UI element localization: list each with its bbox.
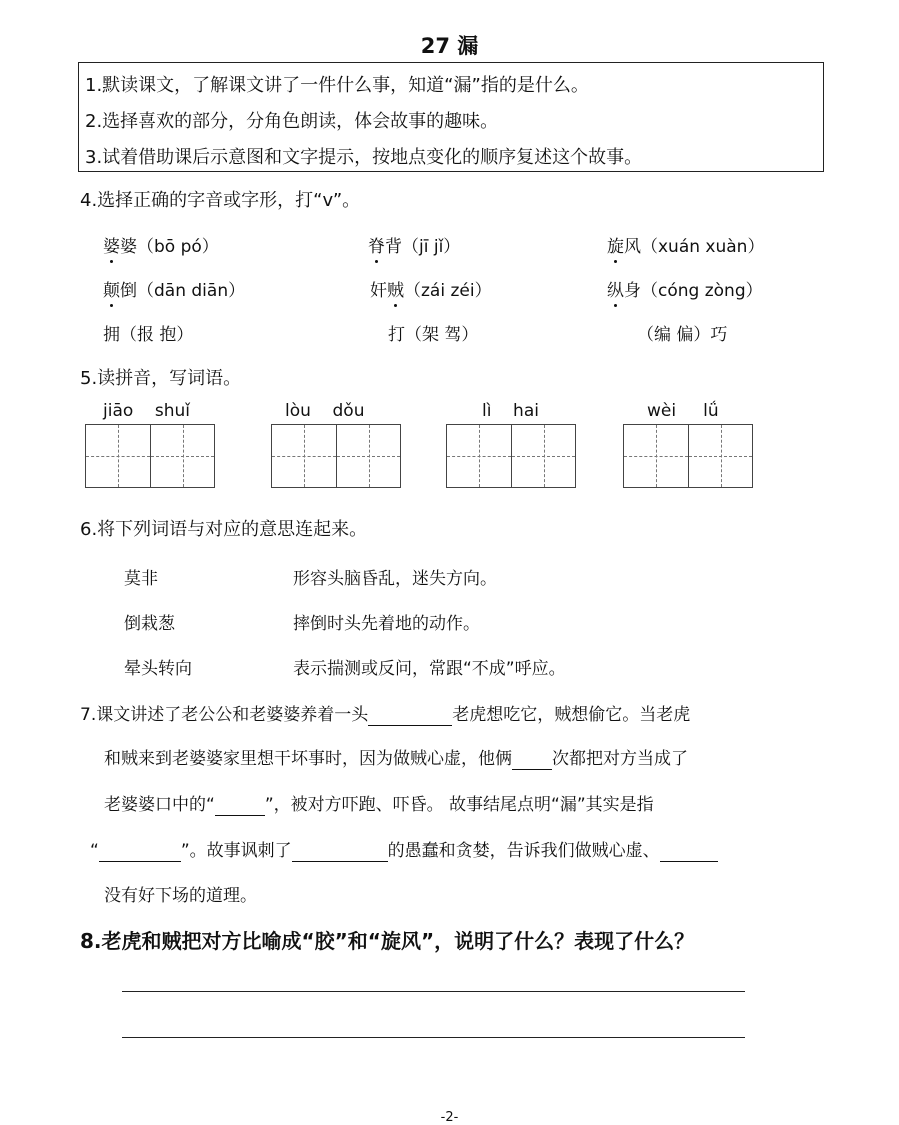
q6-word: 倒栽葱 — [124, 614, 175, 634]
page-number: -2- — [440, 1110, 459, 1125]
q4-item: 颠倒（dān diān） — [103, 281, 246, 301]
fill-blank[interactable] — [99, 841, 181, 862]
objective-2: 2.选择喜欢的部分，分角色朗读，体会故事的趣味。 — [85, 111, 499, 132]
q4-item: 婆婆（bō pó） — [103, 237, 219, 257]
pinyin-label: lòu dǒu — [285, 401, 365, 421]
fill-blank[interactable] — [292, 841, 388, 862]
q7-line: 没有好下场的道理。 — [104, 886, 257, 906]
q4-item: 脊背（jī jǐ） — [368, 237, 461, 257]
q7-line: 和贼来到老婆婆家里想干坏事时，因为做贼心虚，他俩 次都把对方当成了 — [104, 749, 688, 769]
writing-grid[interactable] — [623, 424, 753, 488]
pinyin-label: wèi lǘ — [647, 401, 719, 421]
q6-meaning: 表示揣测或反问，常跟“不成”呼应。 — [293, 659, 566, 679]
q6-word: 莫非 — [124, 569, 158, 589]
q4-item: 打（架 驾） — [388, 325, 479, 345]
objective-1: 1.默读课文，了解课文讲了一件什么事，知道“漏”指的是什么。 — [85, 75, 589, 96]
objective-3: 3.试着借助课后示意图和文字提示，按地点变化的顺序复述这个故事。 — [85, 147, 643, 168]
q5-prompt: 5.读拼音，写词语。 — [80, 368, 242, 389]
pinyin-label: jiāo shuǐ — [103, 401, 191, 421]
q6-word: 晕头转向 — [124, 659, 192, 679]
page-title: 27 漏 — [420, 34, 479, 58]
q4-item: 纵身（cóng zòng） — [607, 281, 763, 301]
q6-meaning: 摔倒时头先着地的动作。 — [293, 614, 480, 634]
q7-line: 老婆婆口中的“ ”，被对方吓跑、吓昏。 故事结尾点明“漏”其实是指 — [104, 795, 654, 815]
fill-blank[interactable] — [660, 841, 718, 862]
q6-prompt: 6.将下列词语与对应的意思连起来。 — [80, 519, 368, 540]
q4-prompt: 4.选择正确的字音或字形，打“v”。 — [80, 190, 361, 211]
q4-item: 奸贼（zái zéi） — [370, 281, 492, 301]
q7-line: “ ”。故事讽刺了 的愚蠢和贪婪，告诉我们做贼心虚、 — [90, 836, 718, 862]
answer-line[interactable] — [122, 991, 745, 992]
q4-item: 拥（报 抱） — [103, 325, 194, 345]
q6-meaning: 形容头脑昏乱，迷失方向。 — [293, 569, 497, 589]
writing-grid[interactable] — [446, 424, 576, 488]
writing-grid[interactable] — [271, 424, 401, 488]
q4-item: （编 偏）巧 — [637, 325, 728, 345]
q8-prompt: 8.老虎和贼把对方比喻成“胶”和“旋风”，说明了什么？表现了什么？ — [80, 929, 695, 953]
fill-blank[interactable] — [512, 749, 552, 770]
fill-blank[interactable] — [368, 705, 452, 726]
pinyin-label: lì hai — [482, 401, 539, 421]
q7-line: 7.课文讲述了老公公和老婆婆养着一头 老虎想吃它，贼想偷它。当老虎 — [80, 705, 691, 725]
objectives-box — [78, 62, 824, 172]
fill-blank[interactable] — [215, 795, 265, 816]
q4-item: 旋风（xuán xuàn） — [607, 237, 765, 257]
writing-grid[interactable] — [85, 424, 215, 488]
answer-line[interactable] — [122, 1037, 745, 1038]
